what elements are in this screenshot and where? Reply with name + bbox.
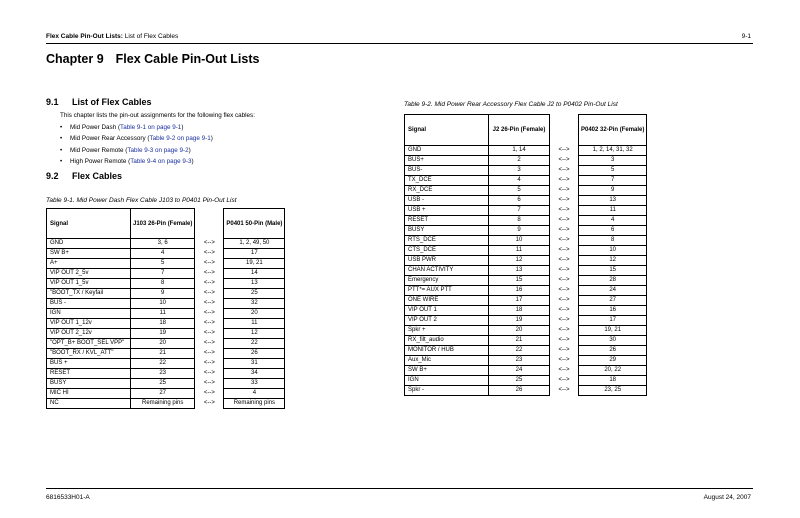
connection-arrow: <--> bbox=[203, 300, 215, 306]
cable-name: Mid Power Dash ( bbox=[70, 124, 121, 131]
plug-pin-cell: 12 bbox=[224, 329, 285, 339]
cable-name-end: ) bbox=[181, 124, 184, 131]
connection-arrow: <--> bbox=[558, 147, 570, 153]
bullet-icon: • bbox=[60, 146, 63, 154]
cable-name-end: ) bbox=[188, 146, 191, 154]
plug-pin-cell: 34 bbox=[224, 369, 285, 379]
table-row bbox=[405, 216, 647, 226]
signal-cell: BUS+ bbox=[405, 156, 489, 166]
table-row bbox=[47, 329, 285, 339]
table-row bbox=[405, 376, 647, 386]
section-heading-9-1 bbox=[46, 97, 152, 107]
jack-pin-cell: 25 bbox=[131, 379, 195, 389]
table-row bbox=[47, 269, 285, 279]
document-date: August 24, 2007 bbox=[703, 494, 751, 501]
chapter-number: Chapter 9 bbox=[46, 52, 104, 66]
signal-cell: VIP OUT 1_5v bbox=[47, 279, 131, 289]
signal-cell: GND bbox=[47, 239, 131, 249]
connection-arrow: <--> bbox=[203, 330, 215, 336]
table-row bbox=[405, 166, 647, 176]
cable-list-item bbox=[60, 133, 213, 144]
plug-pin-cell: 11 bbox=[579, 206, 647, 216]
connection-arrow: <--> bbox=[558, 317, 570, 323]
table-row bbox=[405, 316, 647, 326]
plug-pin-cell: 12 bbox=[579, 256, 647, 266]
connection-arrow: <--> bbox=[203, 320, 215, 326]
table-row bbox=[405, 286, 647, 296]
plug-pin-cell: 22 bbox=[224, 339, 285, 349]
jack-pin-cell: 8 bbox=[131, 279, 195, 289]
connection-arrow: <--> bbox=[558, 347, 570, 353]
plug-pin-cell: Remaining pins bbox=[224, 399, 285, 409]
jack-pin-cell: 25 bbox=[489, 376, 550, 386]
table-row bbox=[47, 239, 285, 249]
table-row bbox=[47, 389, 285, 399]
table-row bbox=[405, 196, 647, 206]
signal-cell: CHAN ACTIVITY bbox=[405, 266, 489, 276]
table-row bbox=[405, 276, 647, 286]
connection-arrow: <--> bbox=[558, 387, 570, 393]
cable-name-end: ) bbox=[210, 135, 213, 143]
connection-arrow: <--> bbox=[203, 290, 215, 296]
table-row bbox=[405, 246, 647, 256]
pinout-table-1 bbox=[46, 208, 285, 409]
jack-pin-cell: 2 bbox=[489, 156, 550, 166]
signal-cell: Emergency bbox=[405, 276, 489, 286]
signal-cell: USB + bbox=[405, 206, 489, 216]
plug-pin-cell: 30 bbox=[579, 336, 647, 346]
jack-pin-cell: 20 bbox=[489, 326, 550, 336]
signal-cell: MONITOR / HUB bbox=[405, 346, 489, 356]
table-row bbox=[47, 359, 285, 369]
plug-pin-cell: 20 bbox=[224, 309, 285, 319]
plug-pin-cell: 17 bbox=[579, 316, 647, 326]
signal-cell: "BOOT_TX / Keyfail bbox=[47, 289, 131, 299]
plug-pin-cell: 31 bbox=[224, 359, 285, 369]
connection-arrow: <--> bbox=[558, 237, 570, 243]
signal-cell: A+ bbox=[47, 259, 131, 269]
jack-pin-cell: 26 bbox=[489, 386, 550, 396]
table-row bbox=[405, 386, 647, 396]
cable-name: Mid Power Remote ( bbox=[70, 146, 128, 154]
jack-pin-cell: 7 bbox=[489, 206, 550, 216]
section-title: Flex Cables bbox=[72, 171, 123, 181]
table-row bbox=[405, 326, 647, 336]
signal-cell: Spkr - bbox=[405, 386, 489, 396]
signal-cell: VIP OUT 1_12v bbox=[47, 319, 131, 329]
table-row bbox=[47, 379, 285, 389]
connection-arrow: <--> bbox=[203, 340, 215, 346]
jack-pin-cell: 3, 6 bbox=[131, 239, 195, 249]
connection-arrow: <--> bbox=[558, 157, 570, 163]
jack-pin-cell: 8 bbox=[489, 216, 550, 226]
plug-pin-cell: 16 bbox=[579, 306, 647, 316]
plug-pin-cell: 3 bbox=[579, 156, 647, 166]
signal-cell: GND bbox=[405, 146, 489, 156]
connection-arrow: <--> bbox=[558, 367, 570, 373]
connection-arrow: <--> bbox=[558, 227, 570, 233]
cable-list-item bbox=[60, 122, 213, 133]
plug-pin-cell: 27 bbox=[579, 296, 647, 306]
chapter-name: Flex Cable Pin-Out Lists bbox=[115, 52, 260, 66]
jack-pin-cell: 5 bbox=[489, 186, 550, 196]
jack-pin-cell: Remaining pins bbox=[131, 399, 195, 409]
table-row bbox=[47, 299, 285, 309]
signal-cell: IGN bbox=[47, 309, 131, 319]
table-row bbox=[405, 266, 647, 276]
cable-name-end: ) bbox=[191, 157, 194, 165]
table-row bbox=[47, 289, 285, 299]
connection-arrow: <--> bbox=[558, 327, 570, 333]
section-heading-9-2 bbox=[46, 171, 122, 181]
jack-pin-cell: 11 bbox=[131, 309, 195, 319]
connection-arrow: <--> bbox=[203, 350, 215, 356]
table-row bbox=[405, 186, 647, 196]
jack-pin-cell: 13 bbox=[489, 266, 550, 276]
bullet-icon: • bbox=[60, 135, 63, 143]
jack-pin-cell: 9 bbox=[489, 226, 550, 236]
jack-pin-cell: 9 bbox=[131, 289, 195, 299]
table-row bbox=[47, 319, 285, 329]
cable-list-item bbox=[60, 156, 213, 167]
table-row bbox=[405, 296, 647, 306]
plug-pin-cell: 8 bbox=[579, 236, 647, 246]
jack-pin-cell: 18 bbox=[131, 319, 195, 329]
table-row bbox=[405, 356, 647, 366]
table1-header-j103: J103 26-Pin (Female) bbox=[131, 209, 195, 239]
plug-pin-cell: 1, 2, 49, 50 bbox=[224, 239, 285, 249]
signal-cell: VIP OUT 2_5v bbox=[47, 269, 131, 279]
jack-pin-cell: 23 bbox=[131, 369, 195, 379]
cable-name: High Power Remote ( bbox=[70, 157, 131, 165]
signal-cell: VIP OUT 2_12v bbox=[47, 329, 131, 339]
plug-pin-cell: 26 bbox=[224, 349, 285, 359]
section-number: 9.1 bbox=[46, 97, 59, 107]
chapter-title bbox=[46, 52, 259, 66]
table2-caption: Table 9-2. Mid Power Rear Accessory Flex Cable J2 to P0402 Pin-Out List bbox=[404, 101, 618, 108]
connection-arrow: <--> bbox=[558, 197, 570, 203]
plug-pin-cell: 11 bbox=[224, 319, 285, 329]
table-row bbox=[47, 279, 285, 289]
signal-cell: USB PWR bbox=[405, 256, 489, 266]
signal-cell: MIC HI bbox=[47, 389, 131, 399]
plug-pin-cell: 5 bbox=[579, 166, 647, 176]
table1-header-p0401: P0401 50-Pin (Male) bbox=[224, 209, 285, 239]
section-number: 9.2 bbox=[46, 171, 59, 181]
plug-pin-cell: 4 bbox=[224, 389, 285, 399]
signal-cell: IGN bbox=[405, 376, 489, 386]
jack-pin-cell: 19 bbox=[489, 316, 550, 326]
plug-pin-cell: 14 bbox=[224, 269, 285, 279]
signal-cell: SW B+ bbox=[47, 249, 131, 259]
page-number: 9-1 bbox=[741, 33, 751, 40]
plug-pin-cell: 6 bbox=[579, 226, 647, 236]
jack-pin-cell: 19 bbox=[131, 329, 195, 339]
table-row bbox=[405, 146, 647, 156]
table-row bbox=[47, 339, 285, 349]
plug-pin-cell: 7 bbox=[579, 176, 647, 186]
signal-cell: VIP OUT 2 bbox=[405, 316, 489, 326]
plug-pin-cell: 23, 25 bbox=[579, 386, 647, 396]
jack-pin-cell: 23 bbox=[489, 356, 550, 366]
table-row bbox=[47, 369, 285, 379]
signal-cell: BUS - bbox=[47, 299, 131, 309]
table-row bbox=[405, 226, 647, 236]
table-row bbox=[47, 309, 285, 319]
jack-pin-cell: 7 bbox=[131, 269, 195, 279]
jack-pin-cell: 22 bbox=[131, 359, 195, 369]
signal-cell: Spkr + bbox=[405, 326, 489, 336]
table-row bbox=[405, 236, 647, 246]
footer-divider bbox=[46, 488, 753, 489]
jack-pin-cell: 16 bbox=[489, 286, 550, 296]
jack-pin-cell: 6 bbox=[489, 196, 550, 206]
connection-arrow: <--> bbox=[558, 267, 570, 273]
running-header-rest: List of Flex Cables bbox=[122, 33, 179, 40]
jack-pin-cell: 15 bbox=[489, 276, 550, 286]
plug-pin-cell: 13 bbox=[579, 196, 647, 206]
connection-arrow: <--> bbox=[558, 287, 570, 293]
plug-pin-cell: 10 bbox=[579, 246, 647, 256]
plug-pin-cell: 20, 22 bbox=[579, 366, 647, 376]
plug-pin-cell: 33 bbox=[224, 379, 285, 389]
signal-cell: RESET bbox=[47, 369, 131, 379]
table-row bbox=[405, 346, 647, 356]
jack-pin-cell: 22 bbox=[489, 346, 550, 356]
jack-pin-cell: 4 bbox=[131, 249, 195, 259]
table2-header-gap bbox=[550, 115, 579, 146]
table-row bbox=[405, 256, 647, 266]
table-row bbox=[405, 306, 647, 316]
plug-pin-cell: 17 bbox=[224, 249, 285, 259]
table-row bbox=[47, 399, 285, 409]
pinout-table-2 bbox=[404, 114, 647, 396]
connection-arrow: <--> bbox=[558, 257, 570, 263]
plug-pin-cell: 1, 2, 14, 31, 32 bbox=[579, 146, 647, 156]
table-cross-reference-link[interactable]: Table 9-1 on page 9-1 bbox=[120, 124, 182, 131]
jack-pin-cell: 12 bbox=[489, 256, 550, 266]
signal-cell: RX_filt_audio bbox=[405, 336, 489, 346]
jack-pin-cell: 21 bbox=[489, 336, 550, 346]
plug-pin-cell: 18 bbox=[579, 376, 647, 386]
plug-pin-cell: 25 bbox=[224, 289, 285, 299]
signal-cell: NC bbox=[47, 399, 131, 409]
plug-pin-cell: 26 bbox=[579, 346, 647, 356]
signal-cell: RESET bbox=[405, 216, 489, 226]
intro-paragraph: This chapter lists the pin-out assignments for the following flex cables: bbox=[60, 112, 255, 119]
table-row bbox=[47, 249, 285, 259]
connection-arrow: <--> bbox=[203, 280, 215, 286]
signal-cell: SW B+ bbox=[405, 366, 489, 376]
table-row bbox=[47, 259, 285, 269]
jack-pin-cell: 21 bbox=[131, 349, 195, 359]
cable-name: Mid Power Rear Accessory ( bbox=[70, 135, 150, 143]
jack-pin-cell: 4 bbox=[489, 176, 550, 186]
signal-cell: Aux_Mic bbox=[405, 356, 489, 366]
signal-cell: USB - bbox=[405, 196, 489, 206]
table-row bbox=[47, 349, 285, 359]
plug-pin-cell: 9 bbox=[579, 186, 647, 196]
connection-arrow: <--> bbox=[203, 310, 215, 316]
plug-pin-cell: 4 bbox=[579, 216, 647, 226]
connection-arrow: <--> bbox=[558, 337, 570, 343]
connection-arrow: <--> bbox=[558, 277, 570, 283]
running-header bbox=[46, 33, 178, 40]
connection-arrow: <--> bbox=[558, 297, 570, 303]
plug-pin-cell: 24 bbox=[579, 286, 647, 296]
connection-arrow: <--> bbox=[203, 270, 215, 276]
signal-cell: BUS- bbox=[405, 166, 489, 176]
signal-cell: PTT*= AUX PTT bbox=[405, 286, 489, 296]
table2-header-p0402: P0402 32-Pin (Female) bbox=[579, 115, 647, 146]
jack-pin-cell: 27 bbox=[131, 389, 195, 399]
jack-pin-cell: 5 bbox=[131, 259, 195, 269]
document-number: 6816533H01-A bbox=[46, 494, 90, 501]
jack-pin-cell: 24 bbox=[489, 366, 550, 376]
jack-pin-cell: 18 bbox=[489, 306, 550, 316]
table1-caption: Table 9-1. Mid Power Dash Flex Cable J103 to P0401 Pin-Out List bbox=[46, 197, 237, 204]
flex-cable-list bbox=[60, 122, 213, 167]
signal-cell: "OPT_B+ BOOT_SEL VPP" bbox=[47, 339, 131, 349]
connection-arrow: <--> bbox=[558, 167, 570, 173]
connection-arrow: <--> bbox=[203, 400, 215, 406]
connection-arrow: <--> bbox=[558, 217, 570, 223]
connection-arrow: <--> bbox=[558, 377, 570, 383]
signal-cell: RX_DCE bbox=[405, 186, 489, 196]
jack-pin-cell: 1, 14 bbox=[489, 146, 550, 156]
jack-pin-cell: 10 bbox=[489, 236, 550, 246]
table-cross-reference-link[interactable]: Table 9-3 on page 9-2 bbox=[127, 146, 189, 154]
connection-arrow: <--> bbox=[203, 250, 215, 256]
section-title: List of Flex Cables bbox=[72, 97, 152, 107]
jack-pin-cell: 17 bbox=[489, 296, 550, 306]
bullet-icon: • bbox=[60, 124, 63, 131]
table-row bbox=[405, 156, 647, 166]
table1-header-gap bbox=[195, 209, 224, 239]
signal-cell: BUSY bbox=[405, 226, 489, 236]
table1-header-signal: Signal bbox=[47, 209, 131, 239]
table-row bbox=[405, 176, 647, 186]
signal-cell: BUSY bbox=[47, 379, 131, 389]
plug-pin-cell: 29 bbox=[579, 356, 647, 366]
jack-pin-cell: 3 bbox=[489, 166, 550, 176]
running-header-bold: Flex Cable Pin-Out Lists: bbox=[46, 33, 123, 40]
signal-cell: CTS_DCE bbox=[405, 246, 489, 256]
connection-arrow: <--> bbox=[558, 187, 570, 193]
plug-pin-cell: 32 bbox=[224, 299, 285, 309]
plug-pin-cell: 13 bbox=[224, 279, 285, 289]
table-row bbox=[405, 336, 647, 346]
signal-cell: ONE WIRE bbox=[405, 296, 489, 306]
plug-pin-cell: 28 bbox=[579, 276, 647, 286]
signal-cell: RTS_DCE bbox=[405, 236, 489, 246]
table-row bbox=[405, 206, 647, 216]
connection-arrow: <--> bbox=[558, 207, 570, 213]
connection-arrow: <--> bbox=[203, 240, 215, 246]
plug-pin-cell: 15 bbox=[579, 266, 647, 276]
signal-cell: "BOOT_RX / KVL_ATT" bbox=[47, 349, 131, 359]
jack-pin-cell: 20 bbox=[131, 339, 195, 349]
connection-arrow: <--> bbox=[203, 260, 215, 266]
signal-cell: BUS + bbox=[47, 359, 131, 369]
jack-pin-cell: 11 bbox=[489, 246, 550, 256]
connection-arrow: <--> bbox=[203, 370, 215, 376]
connection-arrow: <--> bbox=[203, 360, 215, 366]
connection-arrow: <--> bbox=[203, 390, 215, 396]
jack-pin-cell: 10 bbox=[131, 299, 195, 309]
table2-header-signal: Signal bbox=[405, 115, 489, 146]
plug-pin-cell: 19, 21 bbox=[224, 259, 285, 269]
table-cross-reference-link[interactable]: Table 9-2 on page 9-1 bbox=[149, 135, 211, 143]
cable-list-item bbox=[60, 145, 213, 156]
header-divider bbox=[46, 43, 753, 44]
connection-arrow: <--> bbox=[558, 307, 570, 313]
connection-arrow: <--> bbox=[203, 380, 215, 386]
signal-cell: TX_DCE bbox=[405, 176, 489, 186]
connection-arrow: <--> bbox=[558, 177, 570, 183]
signal-cell: VIP OUT 1 bbox=[405, 306, 489, 316]
bullet-icon: • bbox=[60, 157, 63, 165]
plug-pin-cell: 19, 21 bbox=[579, 326, 647, 336]
table-row bbox=[405, 366, 647, 376]
table2-header-j2: J2 26-Pin (Female) bbox=[489, 115, 550, 146]
connection-arrow: <--> bbox=[558, 357, 570, 363]
connection-arrow: <--> bbox=[558, 247, 570, 253]
table-cross-reference-link[interactable]: Table 9-4 on page 9-3 bbox=[130, 157, 192, 165]
